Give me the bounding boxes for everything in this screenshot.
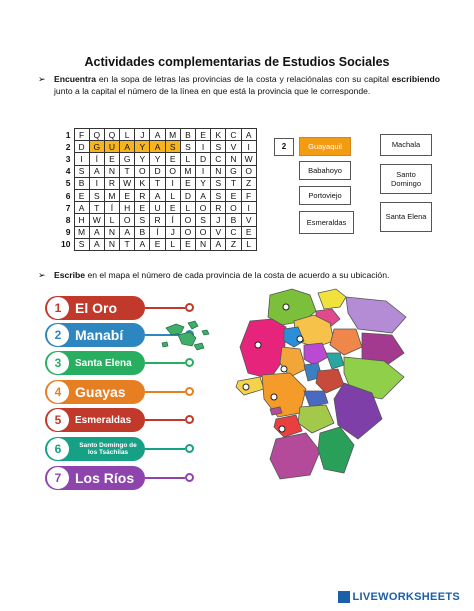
letter-cell[interactable]: O [165, 165, 180, 177]
letter-cell[interactable]: N [211, 165, 226, 177]
letter-cell[interactable]: T [120, 165, 135, 177]
province-name: El Oro [75, 300, 118, 316]
letter-cell[interactable]: I [89, 177, 104, 189]
word-search-row [60, 177, 256, 189]
letter-cell[interactable]: U [150, 202, 165, 214]
letter-cell[interactable]: E [165, 202, 180, 214]
letter-cell[interactable]: R [150, 214, 165, 226]
letter-cell[interactable]: E [74, 189, 89, 201]
letter-cell[interactable]: Q [89, 129, 104, 141]
letter-cell[interactable]: A [89, 165, 104, 177]
letter-cell[interactable]: M [165, 129, 180, 141]
row-number: 5 [65, 178, 71, 189]
row-number: 8 [65, 214, 71, 225]
row-number: 9 [65, 227, 71, 238]
letter-cell[interactable]: A [150, 129, 165, 141]
galapagos-islands [162, 321, 209, 350]
letter-cell[interactable]: A [150, 189, 165, 201]
letter-cell[interactable]: V [241, 214, 256, 226]
letter-cell[interactable]: L [180, 153, 195, 165]
letter-cell[interactable]: R [104, 177, 119, 189]
province-number-badge: 1 [47, 297, 69, 319]
row-number: 6 [65, 190, 71, 201]
letter-cell[interactable]: R [211, 202, 226, 214]
region-los-rios [280, 347, 306, 377]
letter-cell[interactable]: S [211, 141, 226, 153]
letter-cell[interactable]: G [120, 153, 135, 165]
letter-cell[interactable]: A [89, 226, 104, 238]
capital-santa-elena: Santa Elena [380, 202, 432, 232]
letter-cell[interactable]: E [150, 238, 165, 250]
word-search-row [60, 214, 256, 226]
letter-cell[interactable]: W [120, 177, 135, 189]
row-number: 10 [61, 239, 71, 250]
letter-cell[interactable]: E [196, 129, 211, 141]
letter-cell[interactable]: S [89, 189, 104, 201]
letter-cell[interactable]: L [165, 238, 180, 250]
letter-cell[interactable]: G [89, 141, 104, 153]
province-number-badge: 7 [47, 467, 69, 489]
letter-cell[interactable]: E [180, 177, 195, 189]
word-search-row [60, 141, 256, 153]
word-search-grid [60, 128, 257, 251]
letter-cell[interactable]: I [241, 141, 256, 153]
province-item-santo-domingo [45, 437, 145, 461]
row-number: 2 [65, 141, 71, 152]
letter-cell[interactable]: O [180, 226, 195, 238]
instruction-1-verb: Encuentra [54, 74, 97, 84]
letter-cell[interactable]: A [120, 141, 135, 153]
letter-cell[interactable]: Q [104, 129, 119, 141]
letter-cell[interactable]: J [135, 129, 150, 141]
letter-cell[interactable]: S [74, 165, 89, 177]
letter-cell[interactable]: B [226, 214, 241, 226]
letter-cell[interactable]: A [211, 238, 226, 250]
letter-cell[interactable]: E [120, 189, 135, 201]
letter-cell[interactable]: L [104, 214, 119, 226]
row-number: 7 [65, 202, 71, 213]
letter-cell[interactable]: C [226, 226, 241, 238]
letter-cell[interactable]: H [74, 214, 89, 226]
instruction-2 [38, 270, 440, 282]
letter-cell[interactable]: S [74, 238, 89, 250]
letter-cell[interactable]: A [89, 238, 104, 250]
region-tungurahua [326, 353, 344, 369]
letter-cell[interactable]: Í [89, 153, 104, 165]
letter-cell[interactable]: W [241, 153, 256, 165]
letter-cell[interactable]: O [135, 165, 150, 177]
letter-cell[interactable]: B [74, 177, 89, 189]
word-search-row [60, 165, 256, 177]
arrow-bullet-icon: ➢ [38, 74, 46, 84]
letter-cell[interactable]: Y [150, 153, 165, 165]
letter-cell[interactable]: V [211, 226, 226, 238]
letter-cell[interactable]: S [165, 141, 180, 153]
letter-cell[interactable]: I [196, 165, 211, 177]
letter-cell[interactable]: C [226, 129, 241, 141]
region-sucumbios [346, 297, 406, 333]
province-item-los-rios [45, 466, 145, 490]
instruction-2-verb: Escribe [54, 270, 86, 280]
capital-machala: Machala [380, 134, 432, 156]
letter-cell[interactable]: K [135, 177, 150, 189]
letter-cell[interactable]: B [180, 129, 195, 141]
letter-cell[interactable]: A [120, 226, 135, 238]
province-number-badge: 3 [47, 352, 69, 374]
province-number-badge: 5 [47, 409, 69, 431]
region-el-oro [274, 415, 302, 437]
letter-cell[interactable]: I [74, 153, 89, 165]
letter-cell[interactable]: E [104, 153, 119, 165]
letter-cell[interactable]: S [180, 141, 195, 153]
letter-cell[interactable]: F [241, 189, 256, 201]
capital-portoviejo: Portoviejo [299, 186, 351, 205]
province-name: Los Ríos [75, 470, 135, 486]
letter-cell[interactable]: S [196, 214, 211, 226]
page-title: Actividades complementarias de Estudios Sociales [84, 55, 390, 69]
letter-cell[interactable]: O [196, 202, 211, 214]
word-search-row [60, 226, 256, 238]
row-number: 3 [65, 153, 71, 164]
letter-cell[interactable]: C [211, 153, 226, 165]
capital-esmeraldas: Esmeraldas [299, 211, 354, 234]
letter-cell[interactable]: A [135, 238, 150, 250]
letter-cell[interactable]: I [196, 141, 211, 153]
letter-cell[interactable]: G [226, 165, 241, 177]
letter-cell[interactable]: H [120, 202, 135, 214]
instruction-1-verb-2: escribiendo [391, 74, 440, 84]
province-item-guayas [45, 380, 145, 404]
word-search-row [60, 202, 256, 214]
instruction-1-text-2: junto a la capital el número de la línea en que está la provincia que le corresponde. [54, 85, 371, 96]
letter-cell[interactable]: T [150, 177, 165, 189]
letter-cell[interactable]: O [241, 165, 256, 177]
letter-cell[interactable]: M [180, 165, 195, 177]
province-name: Guayas [75, 384, 126, 400]
letter-cell[interactable]: E [241, 226, 256, 238]
letter-cell[interactable]: A [241, 129, 256, 141]
letter-cell[interactable]: N [104, 165, 119, 177]
row-number: 4 [65, 166, 71, 177]
letter-cell[interactable]: Í [104, 202, 119, 214]
letter-cell[interactable]: L [120, 129, 135, 141]
letter-cell[interactable]: K [211, 129, 226, 141]
letter-cell[interactable]: S [211, 189, 226, 201]
letter-cell[interactable]: Y [135, 141, 150, 153]
letter-cell[interactable]: Í [165, 214, 180, 226]
instruction-2-text: en el mapa el número de cada provincia de la costa de acuerdo a su ubicación. [85, 270, 390, 280]
letter-cell[interactable]: L [165, 189, 180, 201]
region-loja [270, 433, 320, 479]
province-number-badge: 2 [47, 324, 69, 346]
letter-cell[interactable]: O [196, 226, 211, 238]
instruction-1 [38, 74, 440, 97]
letter-cell[interactable]: T [89, 202, 104, 214]
row-number: 1 [65, 129, 71, 140]
letter-cell[interactable]: L [241, 238, 256, 250]
word-search-row [60, 153, 256, 165]
province-item-santa-elena [45, 351, 145, 375]
region-manabi [240, 319, 286, 379]
capital-santo-domingo: Santo Domingo [380, 164, 432, 194]
province-name: Esmeraldas [75, 414, 132, 426]
letter-cell[interactable]: J [165, 226, 180, 238]
letter-cell[interactable]: F [74, 129, 89, 141]
letter-cell[interactable]: N [104, 238, 119, 250]
province-item-esmeraldas [45, 408, 145, 432]
letter-cell[interactable]: A [196, 189, 211, 201]
letter-cell[interactable]: N [104, 226, 119, 238]
letter-cell[interactable]: J [211, 214, 226, 226]
letter-cell[interactable]: E [180, 238, 195, 250]
logo-text: LIVEWORKSHEETS [352, 591, 460, 603]
letter-cell[interactable]: R [135, 189, 150, 201]
letter-cell[interactable]: T [120, 238, 135, 250]
instruction-1-text: en la sopa de letras las provincias de la costa y relaciónalas con su capital [96, 74, 392, 84]
letter-cell[interactable]: B [135, 226, 150, 238]
region-azuay [298, 405, 334, 433]
letter-cell[interactable]: A [74, 202, 89, 214]
letter-cell[interactable]: M [104, 189, 119, 201]
capital-babahoyo: Babahoyo [299, 161, 351, 180]
letter-cell[interactable]: D [74, 141, 89, 153]
region-napo [330, 329, 362, 355]
letter-cell[interactable]: M [74, 226, 89, 238]
letter-cell[interactable]: T [226, 177, 241, 189]
letter-cell[interactable]: Í [150, 226, 165, 238]
province-name: Santa Elena [75, 357, 132, 369]
word-search-row [60, 238, 256, 250]
letter-cell[interactable]: D [196, 153, 211, 165]
letter-cell[interactable]: E [135, 202, 150, 214]
letter-cell[interactable]: D [150, 165, 165, 177]
province-number-badge: 6 [47, 438, 69, 460]
arrow-bullet-icon: ➢ [38, 270, 46, 280]
ecuador-provinces-map [158, 283, 428, 503]
province-name: Santo Domingo de los Tsáchilas [79, 441, 137, 456]
letter-cell[interactable]: O [180, 214, 195, 226]
region-zamora [318, 427, 354, 473]
region-santa-elena [236, 377, 264, 395]
region-cotopaxi [304, 343, 328, 365]
letter-cell[interactable]: N [196, 238, 211, 250]
region-carchi [318, 289, 346, 309]
letter-cell[interactable]: O [226, 202, 241, 214]
letter-cell[interactable]: E [226, 189, 241, 201]
answer-input-guayaquil[interactable]: 2 [274, 138, 294, 156]
word-search-row [60, 129, 256, 141]
letter-cell[interactable]: N [226, 153, 241, 165]
letter-cell[interactable]: Z [226, 238, 241, 250]
province-item-manabi [45, 323, 145, 347]
letter-cell[interactable]: D [180, 189, 195, 201]
letter-cell[interactable]: S [135, 214, 150, 226]
region-canar [304, 391, 328, 407]
letter-cell[interactable]: A [150, 141, 165, 153]
letter-cell[interactable]: S [211, 177, 226, 189]
letter-cell[interactable]: Y [135, 153, 150, 165]
letter-cell[interactable]: I [241, 202, 256, 214]
capital-guayaquil: Guayaquil [299, 137, 351, 156]
province-number-badge: 4 [47, 381, 69, 403]
province-name: Manabí [75, 327, 124, 343]
letter-cell[interactable]: W [89, 214, 104, 226]
liveworksheets-logo [338, 591, 461, 603]
word-search-row [60, 189, 256, 201]
letter-cell[interactable]: L [180, 202, 195, 214]
letter-cell[interactable]: Y [196, 177, 211, 189]
liveworksheets-logo-icon [338, 591, 350, 603]
letter-cell[interactable]: O [120, 214, 135, 226]
letter-cell[interactable]: E [165, 153, 180, 165]
letter-cell[interactable]: V [226, 141, 241, 153]
province-item-el-oro [45, 296, 145, 320]
letter-cell[interactable]: Z [241, 177, 256, 189]
letter-cell[interactable]: I [165, 177, 180, 189]
letter-cell[interactable]: U [104, 141, 119, 153]
